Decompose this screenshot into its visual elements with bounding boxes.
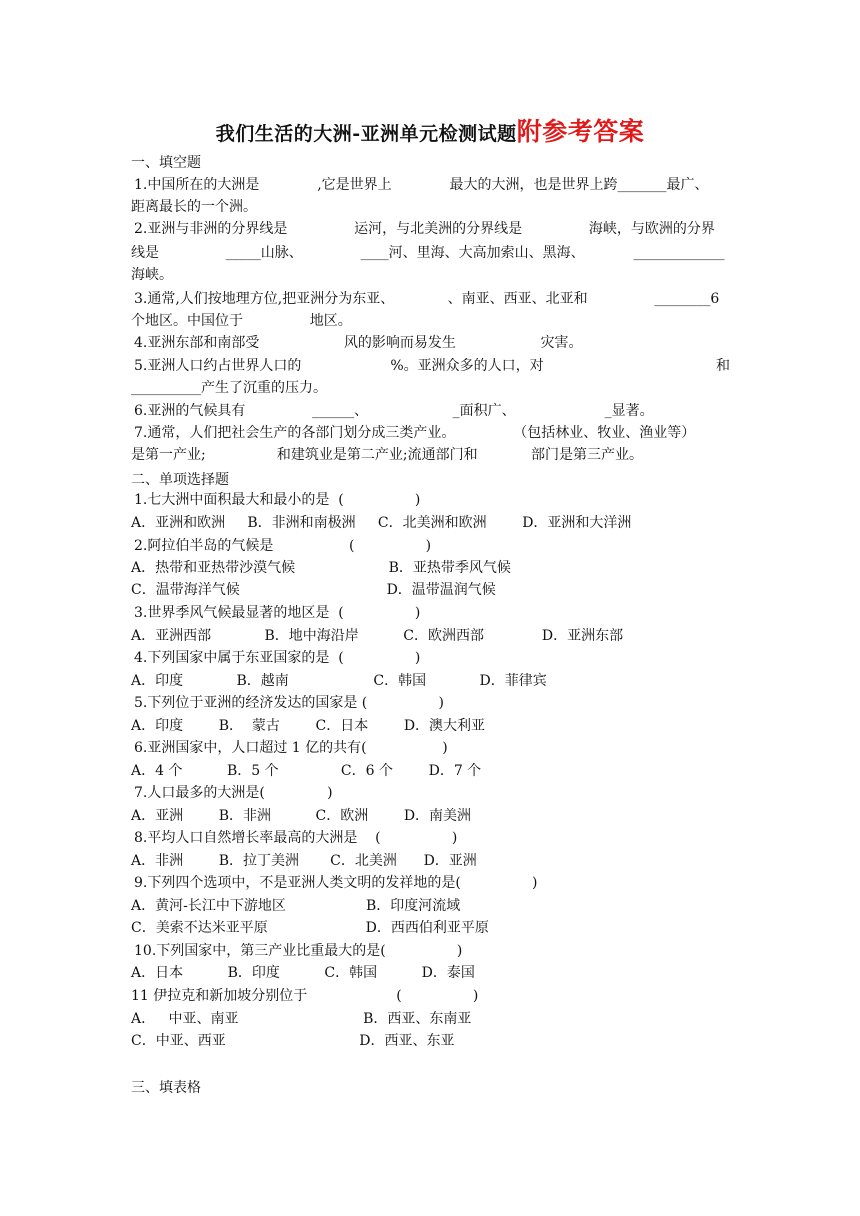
fill-q7-line1: 7.通常，人们把社会生产的各部门划分成三类产业。 （包括林业、牧业、渔业等）	[134, 425, 696, 441]
choice-q2-options-cd: C．温带海洋气候 D．温带温润气候	[131, 582, 496, 598]
choice-q4: 4.下列国家中属于东亚国家的是 ( )	[134, 650, 421, 666]
choice-q5: 5.下列位于亚洲的经济发达的国家是 ( )	[134, 695, 444, 711]
fill-q2-line3: 海峡。	[131, 267, 173, 283]
fill-q3-line2: 个地区。中国位于 地区。	[131, 313, 352, 329]
choice-q11-options-cd: C．中亚、西亚 D．西亚、东亚	[131, 1033, 455, 1049]
choice-q7: 7.人口最多的大洲是( )	[134, 785, 333, 801]
choice-q11-options-ab: A． 中亚、南亚 B．西亚、东南亚	[131, 1011, 472, 1027]
choice-q1-options: A．亚洲和欧洲 B．非洲和南极洲 C．北美洲和欧洲 D．亚洲和大洋洲	[131, 515, 632, 531]
choice-q2-options-ab: A．热带和亚热带沙漠气候 B．亚热带季风气候	[131, 560, 511, 576]
choice-q7-options: A．亚洲 B．非洲 C．欧洲 D．南美洲	[131, 808, 472, 824]
fill-q4: 4.亚洲东部和南部受 风的影响而易发生 灾害。	[134, 335, 583, 351]
choice-q9: 9.下列四个选项中，不是亚洲人类文明的发祥地的是( )	[134, 875, 538, 891]
fill-q5-line1	[134, 357, 730, 375]
document-title	[0, 112, 860, 148]
fill-q5-text: 5.亚洲人口约占世界人口的 %。亚洲众多的人口，对	[134, 358, 544, 374]
choice-q2: 2.阿拉伯半岛的气候是 ( )	[134, 538, 432, 554]
title-answer-note: 附参考答案	[516, 117, 645, 146]
fill-q1-line2: 距离最长的一个洲。	[131, 199, 257, 215]
choice-q9-options-ab: A．黄河-长江中下游地区 B．印度河流域	[131, 898, 461, 914]
choice-q8: 8.平均人口自然增长率最高的大洲是 ( )	[134, 830, 458, 846]
choice-q4-options: A．印度 B．越南 C．韩国 D．菲律宾	[131, 673, 547, 689]
title-main: 我们生活的大洲-亚洲单元检测试题	[215, 123, 517, 145]
choice-q6: 6.亚洲国家中，人口超过 1 亿的共有( )	[134, 740, 448, 756]
choice-q5-options: A．印度 B． 蒙古 C．日本 D．澳大利亚	[131, 718, 486, 734]
section-table-heading: 三、填表格	[131, 1080, 201, 1096]
fill-q1-line1: 1.中国所在的大洲是 ,它是世界上 最大的大洲，也是世界上跨_______最广、	[134, 177, 709, 193]
choice-q10-options: A．日本 B．印度 C．韩国 D．泰国	[131, 965, 475, 981]
choice-q3: 3.世界季风气候最显著的地区是 ( )	[134, 605, 421, 621]
fill-q7-line2: 是第一产业; 和建筑业是第二产业;流通部门和 部门是第三产业。	[131, 447, 644, 463]
choice-q11: 11 伊拉克和新加坡分别位于 ( )	[131, 988, 479, 1004]
section-fill-blank-heading: 一、填空题	[131, 155, 201, 171]
choice-q8-options: A．非洲 B．拉丁美洲 C．北美洲 D．亚洲	[131, 853, 477, 869]
fill-q3-line1: 3.通常,人们按地理方位,把亚洲分为东亚、 、南亚、西亚、北亚和 ________6	[134, 291, 720, 307]
fill-q6: 6.亚洲的气候具有 ______、 _面积广、 _显著。	[134, 403, 654, 419]
choice-q9-options-cd: C．美索不达米亚平原 D．西西伯利亚平原	[131, 920, 489, 936]
section-choice-heading: 二、单项选择题	[131, 472, 229, 488]
fill-q5-conjunction: 和	[716, 358, 730, 374]
fill-q2-line1: 2.亚洲与非洲的分界线是 运河，与北美洲的分界线是 海峡，与欧洲的分界	[134, 221, 715, 237]
choice-q3-options: A．亚洲西部 B．地中海沿岸 C．欧洲西部 D．亚洲东部	[131, 628, 624, 644]
fill-q5-line2: __________产生了沉重的压力。	[131, 380, 327, 396]
fill-q2-line2: 线是 _____山脉、 ____河、里海、大高加索山、黑海、 _____________	[131, 245, 725, 261]
choice-q10: 10.下列国家中，第三产业比重最大的是( )	[134, 943, 463, 959]
choice-q6-options: A．4 个 B．5 个 C．6 个 D．7 个	[131, 763, 482, 779]
choice-q1: 1.七大洲中面积最大和最小的是 ( )	[134, 492, 421, 508]
